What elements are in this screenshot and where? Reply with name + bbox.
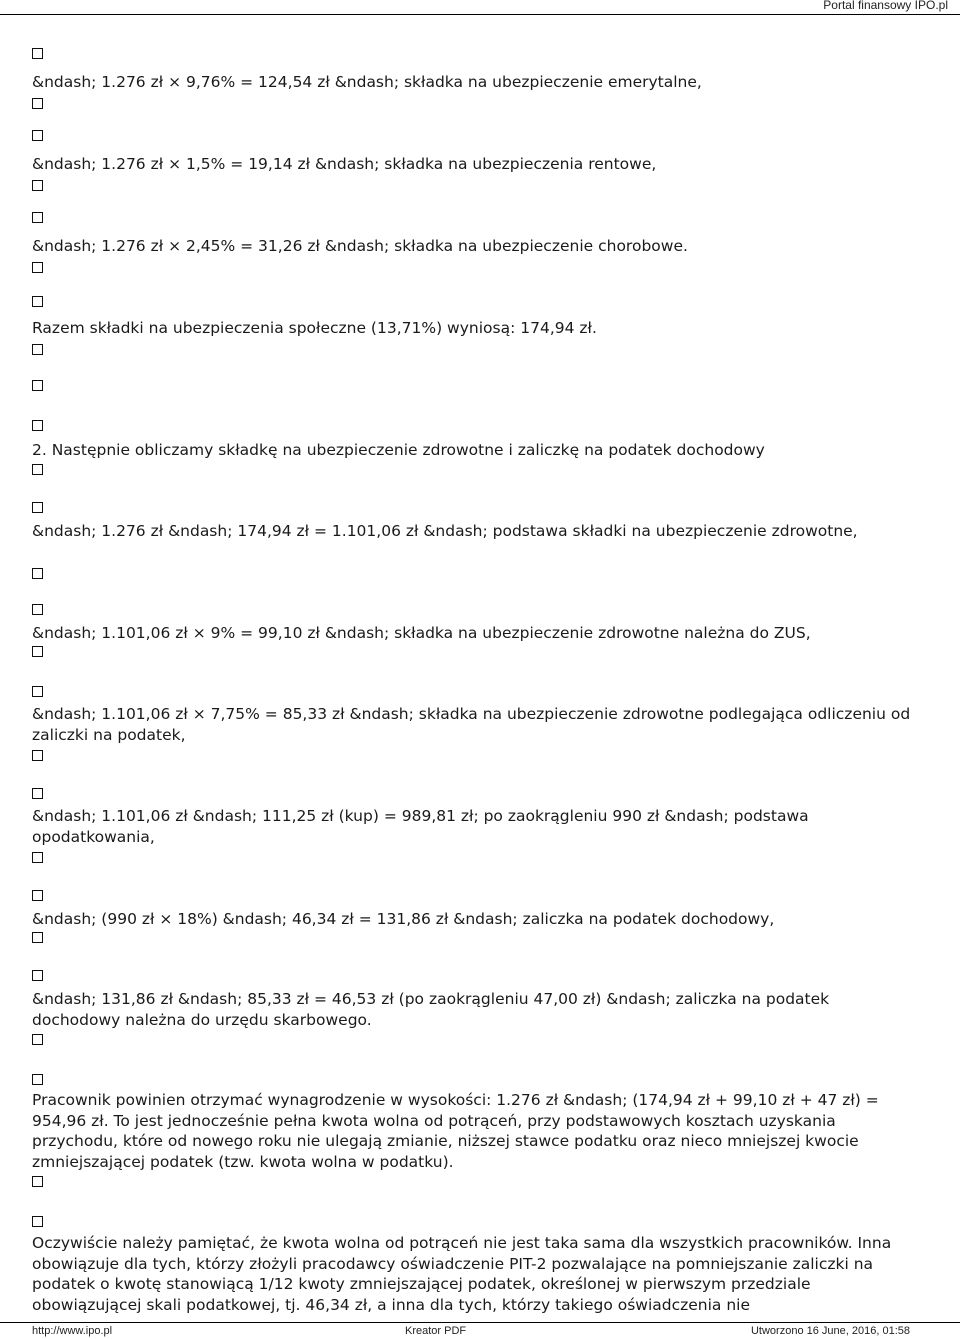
paragraph-8: &ndash; 1.101,06 zł × 7,75% = 85,33 zł &ndash; składka na ubezpieczenie zdrowotne podlegająca odliczeniu od zaliczki na podatek,: [32, 705, 911, 744]
paragraph-10: &ndash; (990 zł × 18%) &ndash; 46,34 zł = 131,86 zł &ndash; zaliczka na podatek dochodowy,: [32, 910, 775, 928]
footer-generator: Kreator PDF: [405, 1325, 467, 1337]
checkbox-icon: [32, 646, 43, 657]
checkbox-icon: [32, 380, 43, 391]
checkbox-icon: [32, 1074, 43, 1085]
paragraph-9: &ndash; 1.101,06 zł &ndash; 111,25 zł (kup) = 989,81 zł; po zaokrągleniu 990 zł &ndash; podstawa opodatkowania,: [32, 807, 809, 846]
checkbox-icon: [32, 502, 43, 513]
checkbox-icon: [32, 420, 43, 431]
checkbox-icon: [32, 212, 43, 223]
checkbox-icon: [32, 932, 43, 943]
paragraph-3: &ndash; 1.276 zł × 2,45% = 31,26 zł &ndash; składka na ubezpieczenie chorobowe.: [32, 237, 688, 255]
paragraph-5: 2. Następnie obliczamy składkę na ubezpieczenie zdrowotne i zaliczkę na podatek dochodowy: [32, 441, 765, 459]
checkbox-icon: [32, 1176, 43, 1187]
paragraph-1: &ndash; 1.276 zł × 9,76% = 124,54 zł &ndash; składka na ubezpieczenie emerytalne,: [32, 73, 702, 91]
footer-created-date: Utworzono 16 June, 2016, 01:58: [750, 1325, 910, 1337]
paragraph-11: &ndash; 131,86 zł &ndash; 85,33 zł = 46,53 zł (po zaokrągleniu 47,00 zł) &ndash; zaliczka na podatek dochodowy należna do urzędu skarbowego.: [32, 990, 830, 1029]
page-header: [0, 0, 960, 15]
paragraph-2: &ndash; 1.276 zł × 1,5% = 19,14 zł &ndash; składka na ubezpieczenia rentowe,: [32, 155, 657, 173]
checkbox-icon: [32, 180, 43, 191]
checkbox-icon: [32, 686, 43, 697]
checkbox-icon: [32, 890, 43, 901]
checkbox-icon: [32, 464, 43, 475]
checkbox-icon: [32, 130, 43, 141]
checkbox-icon: [32, 604, 43, 615]
checkbox-icon: [32, 48, 43, 59]
checkbox-icon: [32, 98, 43, 109]
page-footer: [0, 1322, 960, 1339]
checkbox-icon: [32, 788, 43, 799]
paragraph-4: Razem składki na ubezpieczenia społeczne (13,71%) wyniosą: 174,94 zł.: [32, 319, 597, 337]
checkbox-icon: [32, 750, 43, 761]
checkbox-icon: [32, 344, 43, 355]
paragraph-12: Pracownik powinien otrzymać wynagrodzenie w wysokości: 1.276 zł &ndash; (174,94 zł + 99,10 zł + 47 zł) = 954,96 zł. To jest jednocześnie pełna kwota wolna od potrąceń, przy podstawowych kosztach uzyskania przychodu, które od nowego roku nie ulegają zmianie, niższej stawce podatku oraz nieco mniejszej kwocie zmniejszającej podatek (tzw. kwota wolna w podatku).: [32, 1091, 879, 1171]
paragraph-7: &ndash; 1.101,06 zł × 9% = 99,10 zł &ndash; składka na ubezpieczenie zdrowotne należna do ZUS,: [32, 624, 811, 642]
checkbox-icon: [32, 568, 43, 579]
header-title: Portal finansowy IPO.pl: [823, 0, 948, 12]
checkbox-icon: [32, 970, 43, 981]
checkbox-icon: [32, 1034, 43, 1045]
checkbox-icon: [32, 852, 43, 863]
paragraph-6: &ndash; 1.276 zł &ndash; 174,94 zł = 1.101,06 zł &ndash; podstawa składki na ubezpieczenie zdrowotne,: [32, 522, 858, 540]
footer-url-link[interactable]: http://www.ipo.pl: [32, 1325, 113, 1337]
checkbox-icon: [32, 1216, 43, 1227]
checkbox-icon: [32, 262, 43, 273]
checkbox-icon: [32, 296, 43, 307]
paragraph-13: Oczywiście należy pamiętać, że kwota wolna od potrąceń nie jest taka sama dla wszystkich pracowników. Inna obowiązuje dla tych, którzy złożyli pracodawcy oświadczenie PIT-2 pozwalające na pomniejszanie zaliczki na podatek o kwotę stanowiącą 1/12 kwoty zmniejszającej podatek, określonej w pierwszym przedziale obowiązującej skali podatkowej, tj. 46,34 zł, a inna dla tych, którzy takiego oświadczenia nie: [32, 1234, 892, 1314]
